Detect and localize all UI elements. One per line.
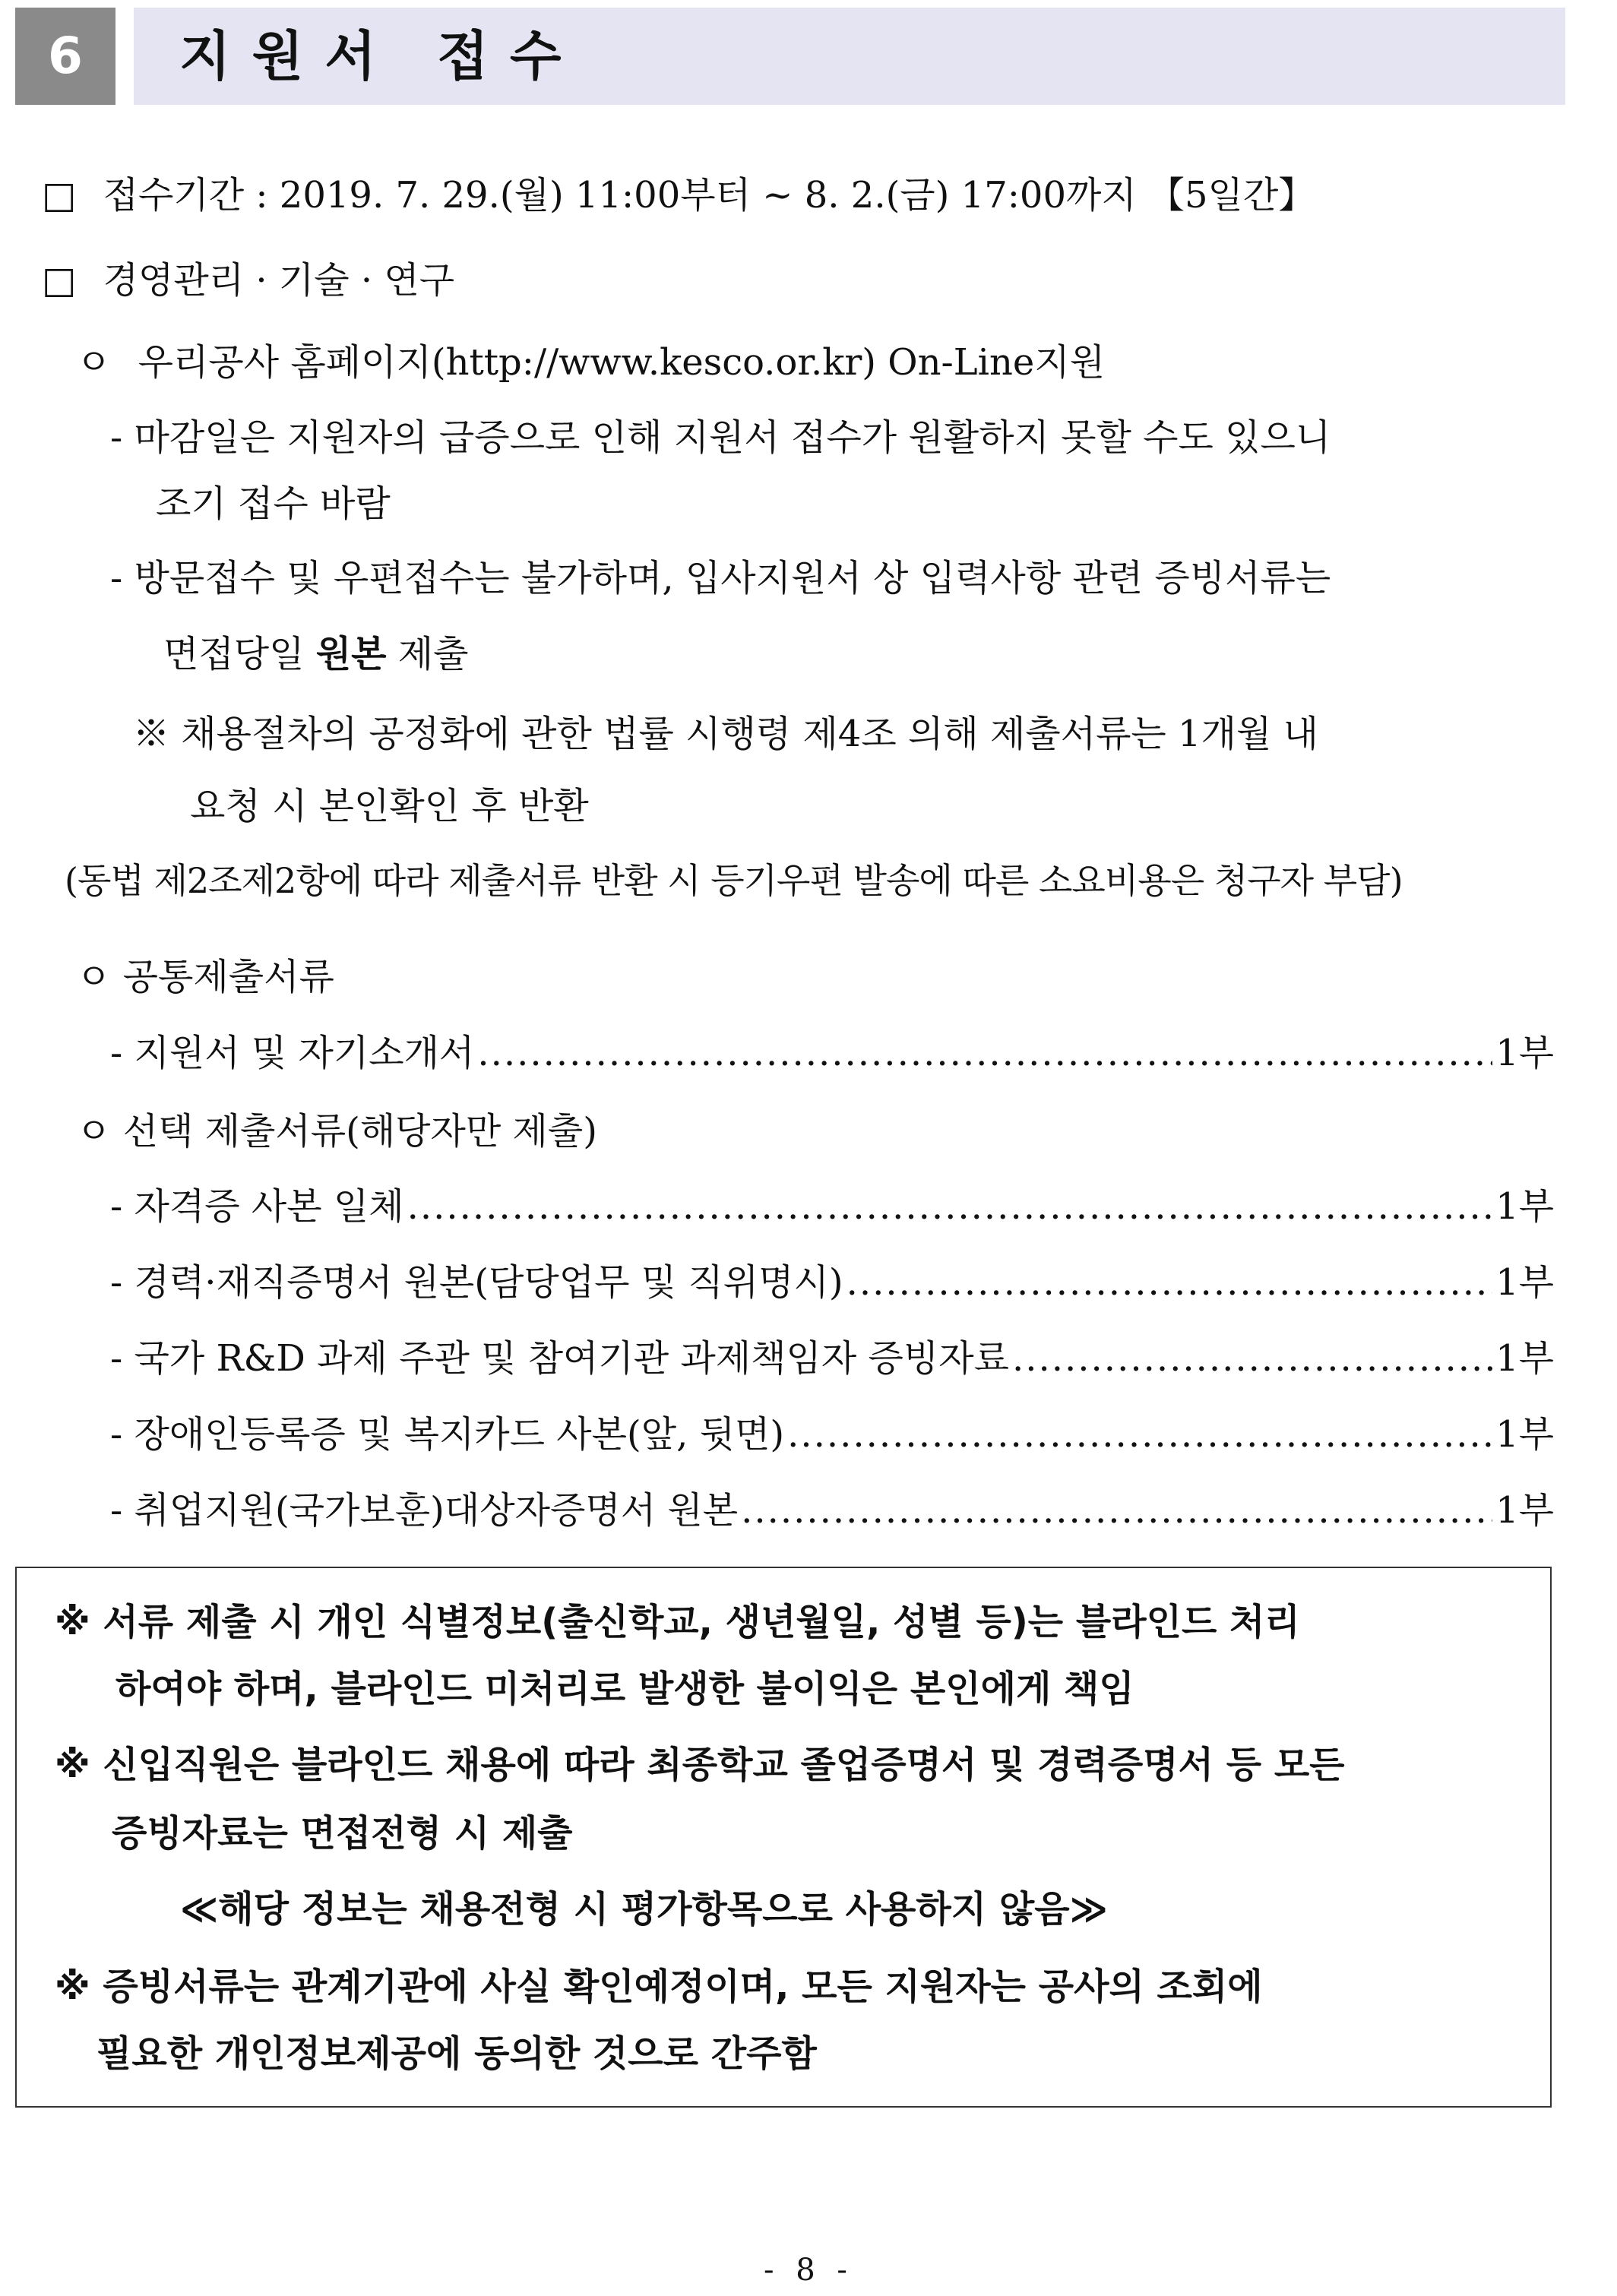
deadline-note-line1: - 마감일은 지원자의 급증으로 인해 지원서 접수가 원활하지 못할 수도 있으니	[110, 416, 1331, 459]
doc-qty: 1부	[1495, 1261, 1554, 1304]
visit-note-line2	[163, 631, 468, 678]
deadline-note-line2: 조기 접수 바람	[156, 482, 391, 525]
dot-leader	[846, 1259, 1492, 1306]
list-item	[110, 1487, 1554, 1534]
return-note-line1: ※ 채용절차의 공정화에 관한 법률 시행령 제4조 의해 제출서류는 1개월 내	[133, 713, 1318, 755]
dot-leader	[407, 1183, 1493, 1230]
dot-leader	[787, 1411, 1492, 1458]
online-text: 우리공사 홈페이지(http://www.kesco.or.kr) On-Line지원	[138, 341, 1106, 384]
dot-leader	[477, 1029, 1492, 1077]
checkbox-square-icon: □	[42, 174, 77, 217]
doc-qty: 1부	[1495, 1185, 1554, 1228]
page-number: - 8 -	[764, 2253, 853, 2288]
notice-3-line1: ※ 증빙서류는 관계기관에 사실 확인예정이며, 모든 지원자는 공사의 조회에	[55, 1966, 1263, 2008]
list-item	[110, 1029, 1554, 1077]
doc-label: - 지원서 및 자기소개서	[110, 1032, 475, 1074]
notice-box	[15, 1567, 1552, 2108]
section-title: 지원서 접수	[134, 8, 1565, 105]
doc-label: - 경력·재직증명서 원본(담당업무 및 직위명시)	[110, 1261, 843, 1304]
dot-leader	[741, 1487, 1492, 1534]
list-item	[110, 1259, 1554, 1306]
period-line	[42, 172, 1315, 219]
return-note-line2: 요청 시 본인확인 후 반환	[190, 785, 589, 827]
visit-note-text: 면접당일	[163, 633, 316, 675]
category-text: 경영관리 · 기술 · 연구	[103, 259, 455, 302]
notice-3-line2: 필요한 개인정보제공에 동의한 것으로 간주함	[97, 2032, 817, 2075]
online-line	[76, 339, 1105, 386]
notice-1-line1: ※ 서류 제출 시 개인 식별정보(출신학교, 생년월일, 성별 등)는 블라인드 처리	[55, 1601, 1300, 1643]
visit-note-bold: 원본	[315, 633, 387, 675]
doc-qty: 1부	[1495, 1032, 1554, 1074]
doc-qty: 1부	[1495, 1413, 1554, 1456]
visit-note-text-after: 제출	[386, 633, 469, 675]
doc-label: - 취업지원(국가보훈)대상자증명서 원본	[110, 1489, 739, 1532]
doc-label: - 국가 R&D 과제 주관 및 참여기관 과제책임자 증빙자료	[110, 1337, 1009, 1380]
doc-qty: 1부	[1495, 1337, 1554, 1380]
doc-qty: 1부	[1495, 1489, 1554, 1532]
common-docs-heading: ㅇ 공통제출서류	[76, 956, 334, 998]
list-item	[110, 1335, 1554, 1382]
notice-2-line1: ※ 신입직원은 블라인드 채용에 따라 최종학교 졸업증명서 및 경력증명서 등 모든	[55, 1744, 1345, 1786]
section-header	[15, 8, 1565, 105]
list-item	[110, 1183, 1554, 1230]
dot-leader	[1012, 1335, 1492, 1382]
notice-2-line3: ≪해당 정보는 채용전형 시 평가항목으로 사용하지 않음≫	[180, 1888, 1108, 1931]
section-number: 6	[15, 8, 115, 105]
checkbox-square-icon: □	[42, 259, 77, 302]
category-line	[42, 257, 454, 304]
doc-label: - 장애인등록증 및 복지카드 사본(앞, 뒷면)	[110, 1413, 785, 1456]
notice-1-line2: 하여야 하며, 블라인드 미처리로 발생한 불이익은 본인에게 책임	[115, 1668, 1134, 1710]
period-text: 접수기간 : 2019. 7. 29.(월) 11:00부터 ~ 8. 2.(금) 17:00까지 【5일간】	[103, 174, 1315, 217]
visit-note-line1: - 방문접수 및 우편접수는 불가하며, 입사지원서 상 입력사항 관련 증빙서류는	[110, 557, 1331, 599]
doc-label: - 자격증 사본 일체	[110, 1185, 404, 1228]
notice-2-line2: 증빙자료는 면접전형 시 제출	[112, 1812, 573, 1855]
return-note-line3: (동법 제2조제2항에 따라 제출서류 반환 시 등기우편 발송에 따른 소요비용은 청구자 부담)	[65, 860, 1403, 901]
list-item	[110, 1411, 1554, 1458]
circle-bullet-icon: ㅇ	[76, 341, 112, 384]
optional-docs-heading: ㅇ 선택 제출서류(해당자만 제출)	[76, 1110, 598, 1153]
